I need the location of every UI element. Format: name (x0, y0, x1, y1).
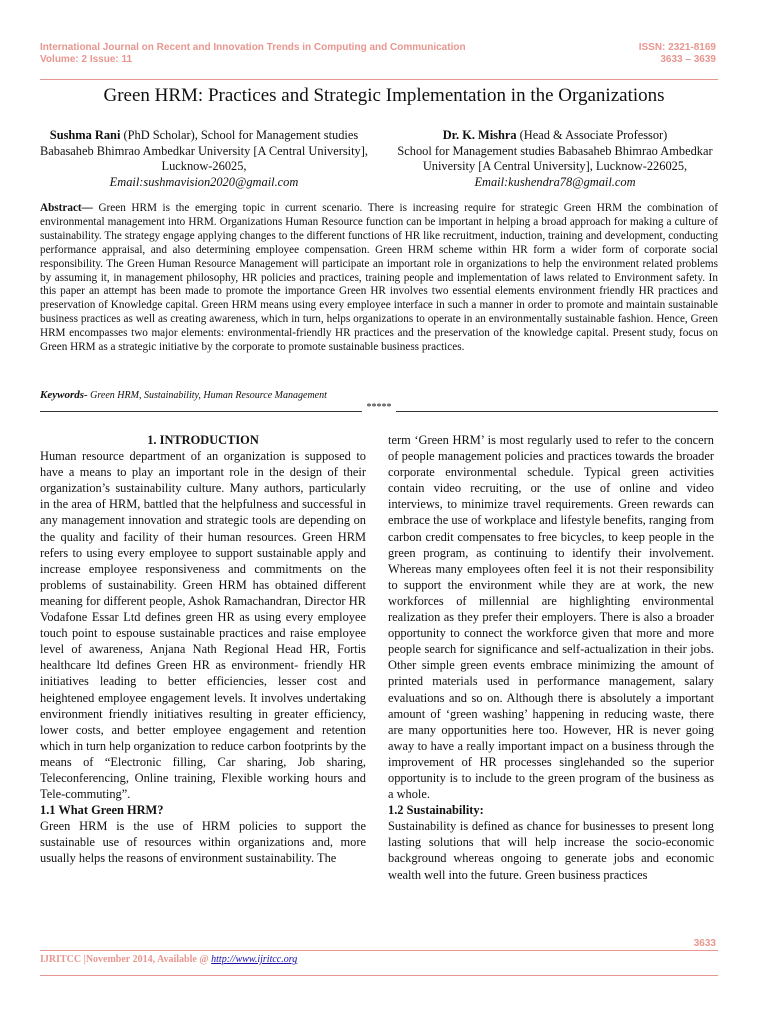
footer-rule (40, 950, 718, 951)
column-right (388, 432, 714, 883)
journal-issn: ISSN: 2321-8169 (638, 42, 716, 53)
separator-stars: ***** (366, 402, 392, 413)
author-1-role: (PhD Scholar), School for Management studies (120, 128, 359, 142)
journal-volume: Volume: 2 Issue: 11 (40, 54, 133, 65)
journal-issn-block (516, 42, 716, 66)
introduction-heading: 1. INTRODUCTION (147, 433, 259, 447)
abstract-text: Green HRM is the emerging topic in current scenario. There is increasing require for strategic Green HRM the combination of environmental management into HRM. Organizations Human Resource function can be important in helping a broad approach for making a culture of sustainability. The strategy engage applying changes to the different functions of HR like recruitment, induction, training and development, conducting performance appraisal, and also determining employee compensation. Green HRM scheme within HR form a wider form of corporate social responsibility. The Green Human Resource Management will participate an important role in organizations to help the environment related problems by assuming it, in management philosophy, HR policies and practices, training people and implementation of laws related to Environment safety. In this paper an attempt has been made to promote the importance Green HR involves two essential elements environment friendly HR practices and preservation of Knowledge capital. Green HRM means using every employee interface in such a manner in order to promote and maintain sustainable business practices as well as creating awareness, which in turn, helps organizations to operate in an environmentally sustainable fashion. Hence, Green HRM encompasses two major elements: environmental-friendly HR practices and the preservation of the knowledge capital. Present study, focus on Green HRM as a strategic initiative by the corporate to promote sustainable business practices. (40, 202, 718, 354)
author-1-email: Email:sushmavision2020@gmail.com (109, 174, 299, 189)
section-1-2-body: Sustainability is defined as chance for businesses to present long lasting solutions that will help increase the socio-economic background whereas ongoing to generate jobs and economic wealth well into the future. Green business practices (388, 819, 714, 882)
footer (40, 954, 297, 966)
author-2-email: Email:kushendra78@gmail.com (474, 174, 636, 189)
section-separator (40, 402, 718, 416)
introduction-body: Human resource department of an organization is supposed to have a means to play an important role in the design of their organization’s sustainability culture. Many authors, particularly in the area of HRM, battled that the helpfulness and successful in any management innovation and strategic tools are depending on the quality and facility of their human resources. Green HRM refers to using every employee to support sustainable apply and increase employee responsiveness and commitments on the problems of sustainability. Green HRM has obtained different meaning for different people, Ashok Ramachandran, Director HR Vodafone Essar Ltd defines green HR as using every employee touch point to espouse sustainable practices and raise employee level of awareness, Anjana Nath Regional Head HR, Fortis healthcare ltd defines Green HR as environment- friendly HR initiatives leading to better efficiencies, lesser cost and heightened employee engagement levels. It involves undertaking environment friendly initiatives resulting in greater efficiency, lower costs, and better employee engagement and retention which in turn help organization to reduce carbon footprints by the means of “Electronic filling, Car sharing, Job sharing, Teleconferencing, Online training, Flexible working hours and Tele-commuting”. (40, 449, 366, 802)
journal-header (40, 42, 540, 66)
section-1-1-body: Green HRM is the use of HRM policies to support the sustainable use of resources within organizations and, more usually helps the reasons of environment sustainability. The (40, 819, 366, 866)
section-1-2-heading: 1.2 Sustainability: (388, 803, 484, 818)
keywords-label: Keywords- (40, 389, 88, 401)
journal-name: International Journal on Recent and Innovation Trends in Computing and Communication (40, 42, 466, 53)
author-2-name: Dr. K. Mishra (442, 128, 517, 142)
author-block-1 (40, 128, 368, 190)
author-2-affiliation: School for Management studies Babasaheb Bhimrao Ambedkar University [A Central University], Lucknow-226025, (397, 143, 713, 173)
author-1-name: Sushma Rani (49, 128, 121, 142)
separator-line-left (40, 411, 362, 412)
abstract-label: Abstract— (40, 202, 93, 214)
footer-prefix: IJRITCC |November 2014, Available @ (40, 954, 212, 965)
abstract (40, 202, 718, 355)
journal-website-link[interactable]: http://www.ijritcc.org (211, 954, 298, 965)
author-1-affiliation: Babasaheb Bhimrao Ambedkar University [A Central University], Lucknow-26025, (40, 143, 368, 173)
page-number: 3633 (693, 938, 716, 949)
author-block-2 (392, 128, 718, 190)
footer-bottom-rule (40, 975, 718, 976)
keywords (40, 389, 718, 402)
header-rule (40, 79, 718, 80)
paper-title: Green HRM: Practices and Strategic Implementation in the Organizations (103, 85, 665, 106)
column-left (40, 432, 366, 867)
journal-pages: 3633 – 3639 (660, 54, 716, 65)
keywords-text: Green HRM, Sustainability, Human Resource Management (87, 390, 327, 401)
separator-line-right (396, 411, 718, 412)
section-1-1-continued: term ‘Green HRM’ is most regularly used to refer to the concern of people management policies and practices towards the broader corporate environmental schedule. Typical green activities contain video recruiting, or the use of online and video interviews, to minimize travel requirements. Green rewards can embrace the use of workplace and lifestyle benefits, ranging from carbon credit compensates to free bicycles, to keep people in the green program, as continuing to identify their involvement. Whereas many employees often feel it is not their responsibility to support the environment while they are at work, the new workforces of millennial are highlighting environmental realization as they prefer their employers. There is also a broader opportunity to connect the workforce given that more and more people search for significance and self-actualization in their jobs. Other simple green events embrace minimizing the amount of printed materials used in performance management, salary evaluations and so on. Although there is absolutely a important amount of ‘green washing’ happening in reducing waste, there are many opportunities here too. However, HR is never going away to have a really important impact on a business through the improvement of HR processes singlehanded so the superior opportunity is to include to the green program of the business as a whole. (388, 433, 714, 802)
author-2-role: (Head & Associate Professor) (516, 128, 668, 142)
section-1-1-heading: 1.1 What Green HRM? (40, 803, 164, 818)
